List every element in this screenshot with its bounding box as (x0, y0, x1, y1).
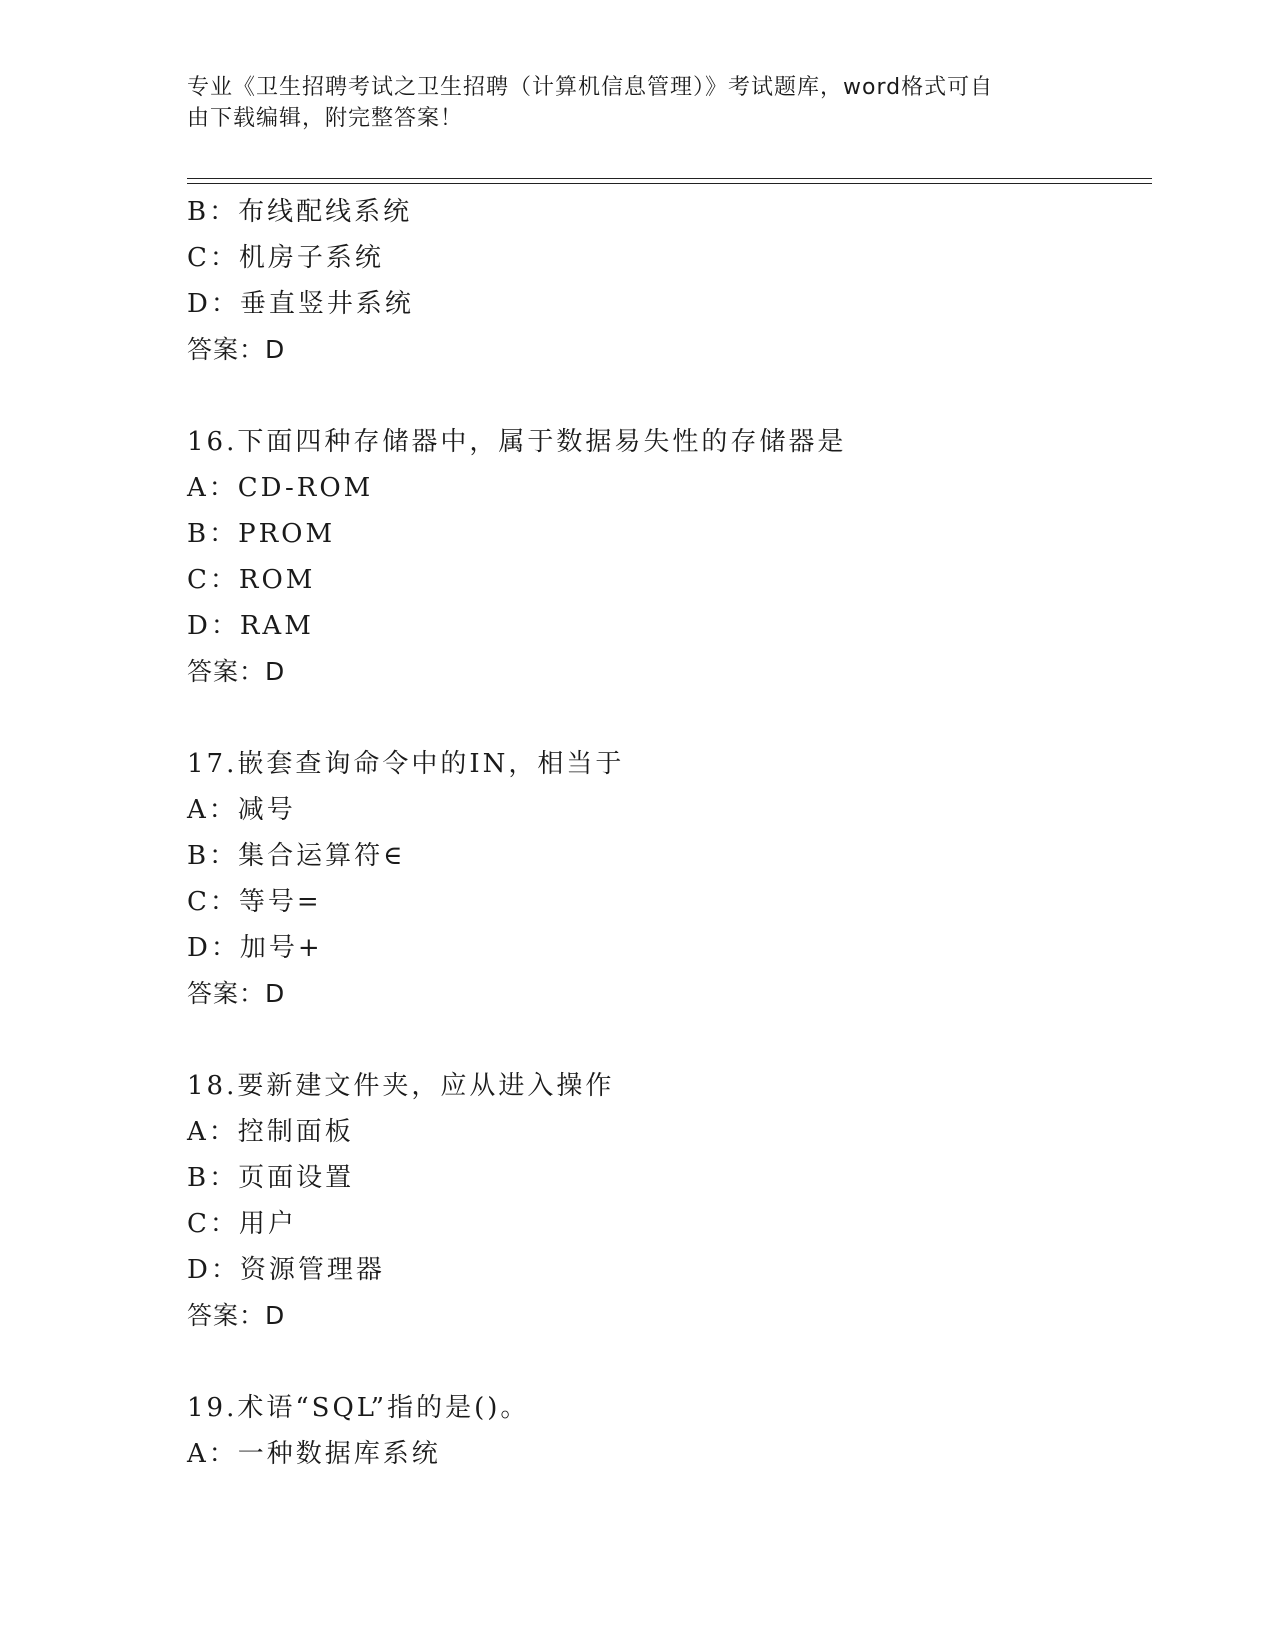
spacer (187, 373, 1152, 419)
question-block-18 (187, 1063, 1152, 1339)
option-b: B：页面设置 (187, 1163, 355, 1193)
question-text: 16.下面四种存储器中，属于数据易失性的存储器是 (187, 427, 847, 457)
answer-line: 答案：D (187, 335, 286, 364)
option-c: C：机房子系统 (187, 243, 384, 273)
question-block-16 (187, 419, 1152, 695)
answer-line: 答案：D (187, 657, 286, 686)
option-c: C：ROM (187, 565, 316, 595)
option-b: B：集合运算符∈ (187, 841, 406, 871)
header-line-1: 专业《卫生招聘考试之卫生招聘（计算机信息管理）》考试题库，word格式可自 (187, 75, 994, 100)
option-d: D：RAM (187, 611, 314, 641)
answer-line: 答案：D (187, 1301, 286, 1330)
option-d: D：加号+ (187, 933, 323, 963)
spacer (187, 1339, 1152, 1385)
question-text: 19.术语“SQL”指的是()。 (187, 1393, 530, 1423)
option-b: B：布线配线系统 (187, 197, 413, 227)
header-divider-bottom (187, 183, 1152, 184)
question-block-17 (187, 741, 1152, 1017)
spacer (187, 1017, 1152, 1063)
option-a: A：CD-ROM (187, 473, 374, 503)
header-line-2: 由下载编辑，附完整答案！ (187, 106, 464, 131)
answer-line: 答案：D (187, 979, 286, 1008)
question-content (187, 189, 1152, 1477)
header-divider-top (187, 178, 1152, 179)
option-d: D：资源管理器 (187, 1255, 385, 1285)
option-a: A：减号 (187, 795, 296, 825)
option-a: A：一种数据库系统 (187, 1439, 441, 1469)
spacer (187, 695, 1152, 741)
document-header (187, 72, 1067, 134)
question-text: 18.要新建文件夹，应从进入操作 (187, 1071, 615, 1101)
question-block-15 (187, 189, 1152, 373)
option-a: A：控制面板 (187, 1117, 354, 1147)
question-text: 17.嵌套查询命令中的IN，相当于 (187, 749, 625, 779)
option-b: B：PROM (187, 519, 336, 549)
option-c: C：用户 (187, 1209, 297, 1239)
question-block-19 (187, 1385, 1152, 1477)
option-c: C：等号= (187, 887, 322, 917)
option-d: D：垂直竖井系统 (187, 289, 414, 319)
